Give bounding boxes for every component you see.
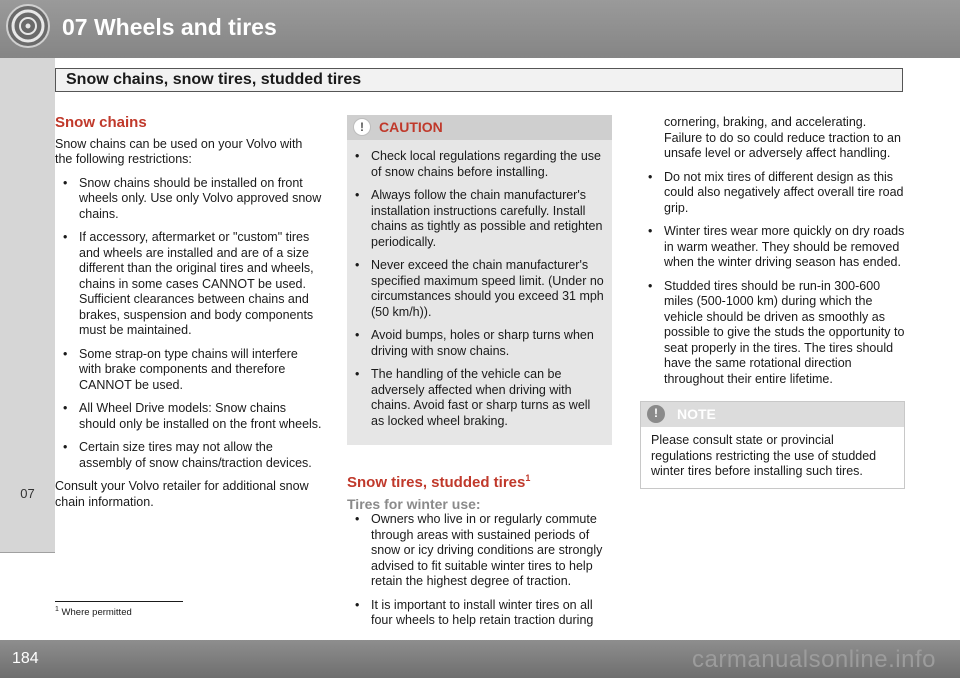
- section-title-box: [55, 68, 903, 92]
- caution-list: [347, 140, 612, 429]
- snow-chains-heading: Snow chains: [55, 114, 147, 131]
- page-number: 184: [12, 650, 39, 667]
- chapter-title: 07 Wheels and tires: [62, 14, 277, 40]
- list-item: • Winter tires wear more quickly on dry roads in warm weather. They should be removed when the winter driving season has ended.: [640, 224, 905, 271]
- section-title: Snow chains, snow tires, studded tires: [66, 71, 362, 88]
- snow-tires-heading: [347, 471, 612, 491]
- caution-box: [347, 115, 612, 445]
- list-item: • Avoid bumps, holes or sharp turns when driving with snow chains.: [347, 328, 604, 359]
- snow-chains-list: [55, 176, 323, 472]
- winter-tires-list: [347, 512, 612, 629]
- column-winter-tires-continued: [640, 115, 905, 489]
- note-text: Please consult state or provincial regulations restricting the use of studded winter tires before installing such tires.: [651, 433, 877, 478]
- snow-tires-heading-text: Snow tires, studded tires: [347, 474, 526, 491]
- exclamation-icon: !: [353, 118, 371, 136]
- footnote-divider: [55, 601, 183, 602]
- winter-tires-list-continued: [640, 170, 905, 388]
- chapter-header: [0, 0, 960, 58]
- list-item: • Some strap-on type chains will interfere with brake components and therefore CANNOT be used.: [55, 347, 323, 394]
- caution-header: [347, 115, 612, 140]
- watermark: carmanualsonline.info: [692, 646, 936, 673]
- tire-icon: [6, 4, 50, 48]
- list-item: • The handling of the vehicle can be adversely affected when driving with chains. Avoid fast or sharp turns as well as locked wheel braking.: [347, 367, 604, 429]
- chapter-side-tab: [0, 58, 55, 553]
- list-item: • It is important to install winter tires on all four wheels to help retain traction during: [347, 598, 612, 629]
- note-header: [641, 402, 904, 427]
- column-snow-chains: [55, 115, 323, 518]
- info-icon: !: [647, 405, 665, 423]
- list-item: • All Wheel Drive models: Snow chains should only be installed on the front wheels.: [55, 401, 323, 432]
- list-item: • Owners who live in or regularly commute through areas with sustained periods of snow or icy driving conditions are strongly advised to fit suitable winter tires to help retain the highest degree of traction.: [347, 512, 612, 590]
- list-item: • Always follow the chain manufacturer's installation instructions carefully. Install chains as tightly as possible and retighten periodically.: [347, 188, 604, 250]
- list-item: • Snow chains should be installed on front wheels only. Use only Volvo approved snow chains.: [55, 176, 323, 223]
- footnote-number: 1: [55, 606, 59, 613]
- note-title: NOTE: [677, 406, 716, 422]
- list-item: • Certain size tires may not allow the assembly of snow chains/traction devices.: [55, 440, 323, 471]
- footnote-text: Where permitted: [61, 607, 132, 619]
- snow-chains-closing: Consult your Volvo retailer for additional snow chain information.: [55, 479, 309, 509]
- caution-title: CAUTION: [379, 119, 443, 135]
- page-footer: [0, 640, 960, 678]
- footnote-marker: 1: [525, 473, 531, 483]
- note-box: [640, 401, 905, 489]
- list-item: • Never exceed the chain manufacturer's specified maximum speed limit. (Under no circumstances should you exceed 31 mph (50 km/h)).: [347, 258, 604, 320]
- list-item: • Studded tires should be run-in 300-600 miles (500-1000 km) during which the vehicle should be driven as smoothly as possible to give the studs the opportunity to seat properly in the tires. The tires should have the same rotational direction throughout their entire lifetime.: [640, 279, 905, 388]
- list-item: • Do not mix tires of different design as this could also negatively affect overall tire road grip.: [640, 170, 905, 217]
- list-item: • If accessory, aftermarket or "custom" tires and wheels are installed and are of a size different than the original tires and wheels, chains in some cases CANNOT be used. Sufficient clearances between chains and brakes, suspension and body components must be maintained.: [55, 230, 323, 339]
- snow-chains-intro: Snow chains can be used on your Volvo with the following restrictions:: [55, 136, 303, 166]
- winter-tires-subheading: Tires for winter use:: [347, 495, 481, 512]
- footnote: [55, 606, 132, 618]
- column-caution-and-snow-tires: [347, 115, 612, 637]
- continued-text: cornering, braking, and accelerating. Failure to do so could reduce traction to an unsafe level or adversely affect handling.: [664, 115, 901, 160]
- list-item: • Check local regulations regarding the use of snow chains before installing.: [347, 149, 604, 180]
- side-tab-label: 07: [20, 486, 35, 501]
